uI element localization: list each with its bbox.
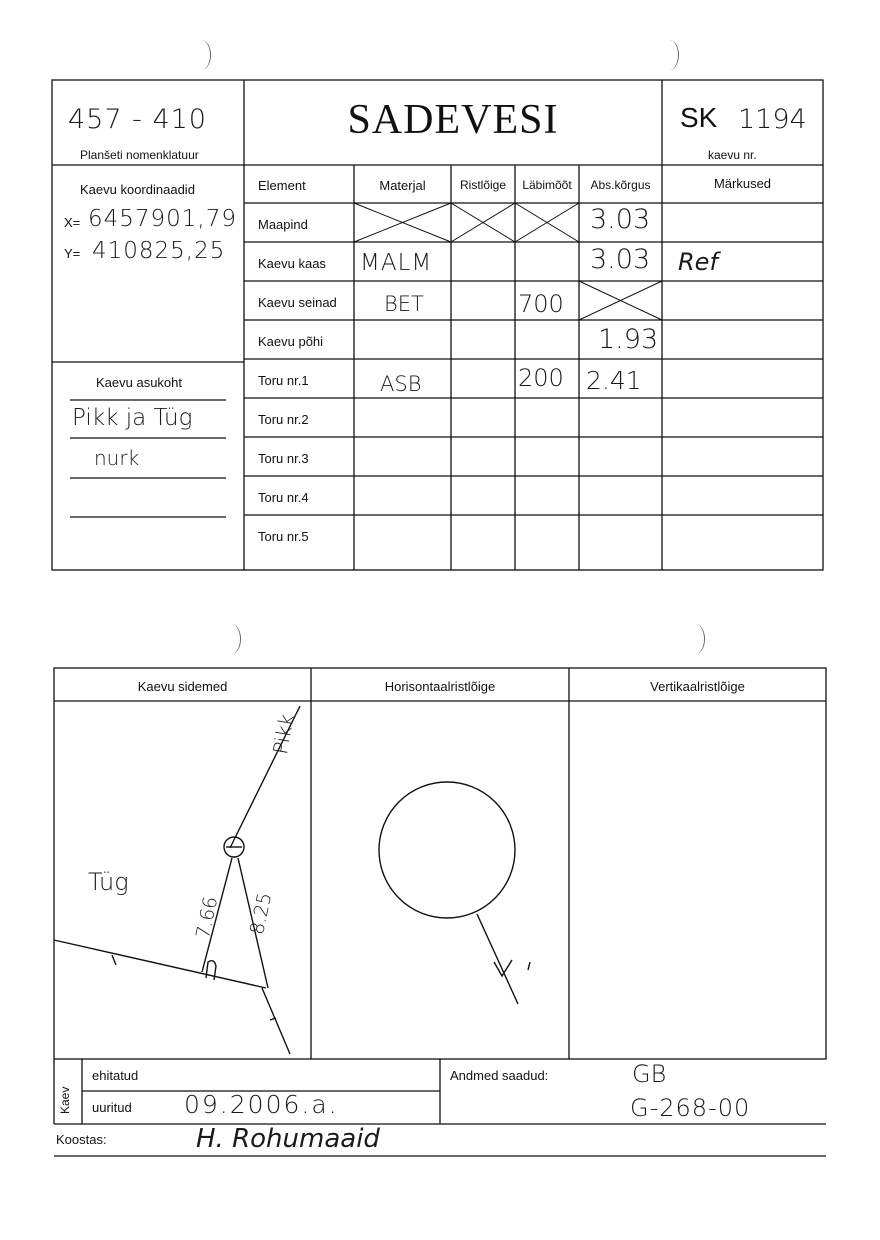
abs-height-value: 2.41 <box>586 366 642 395</box>
horizontal-section-sketch <box>379 782 530 1004</box>
source-label: Andmed saadud: <box>450 1068 549 1083</box>
row-element-name: Kaevu põhi <box>258 334 324 349</box>
source-value-2: G-268-00 <box>630 1094 751 1122</box>
location-line-1: Pikk ja Tüg <box>72 405 193 431</box>
row-element-name: Kaevu seinad <box>258 295 337 310</box>
row-element-name: Toru nr.5 <box>258 529 309 544</box>
author-signature: H. Rohumaaid <box>196 1124 380 1154</box>
surveyed-label: uuritud <box>92 1100 132 1115</box>
abs-height-value: 3.03 <box>590 204 651 235</box>
col-header-cross-section: Ristlõige <box>459 178 507 192</box>
page-title: SADEVESI <box>347 97 559 143</box>
sketch-header-vertical-section: Vertikaalristlõige <box>650 679 745 694</box>
built-label: ehitatud <box>92 1068 139 1083</box>
distance-label-2: 8.25 <box>246 890 277 937</box>
row-element-name: Toru nr.4 <box>258 490 309 505</box>
row-element-name: Maapind <box>258 217 308 232</box>
diameter-value: 200 <box>518 364 564 392</box>
author-label: Koostas: <box>56 1132 107 1147</box>
side-label-kaev: Kaev <box>58 1086 72 1114</box>
col-header-diameter: Läbimõõt <box>522 178 572 192</box>
row-element-name: Toru nr.3 <box>258 451 309 466</box>
row-element-name: Toru nr.1 <box>258 373 309 388</box>
y-prefix: Y= <box>64 246 81 261</box>
material-value: MALM <box>360 250 433 276</box>
col-header-element: Element <box>258 178 306 193</box>
abs-height-value: 3.03 <box>590 244 651 275</box>
source-value-1: GB <box>632 1060 667 1088</box>
surveyed-date-value: 09.2006.a. <box>184 1090 339 1119</box>
sketch-header-well-links: Kaevu sidemed <box>137 679 228 694</box>
sketch-header-horizontal-section: Horisontaalristlõige <box>384 679 496 694</box>
location-line-2: nurk <box>94 446 140 470</box>
street-label-tug: Tüg <box>88 868 129 896</box>
row-element-name: Toru nr.2 <box>258 412 309 427</box>
row-element-name: Kaevu kaas <box>258 256 326 271</box>
well-number: 1194 <box>738 104 807 135</box>
distance-label-1: 7.66 <box>192 894 223 941</box>
street-label-pikk: Pikk <box>268 712 299 757</box>
col-header-notes: Märkused <box>713 176 772 191</box>
notes-value: Ref <box>678 248 718 276</box>
x-coordinate-value: 6457901,79 <box>88 206 238 232</box>
location-label: Kaevu asukoht <box>96 375 183 390</box>
col-header-material: Materjal <box>379 178 426 193</box>
nomenclature-value: 457 - 410 <box>68 104 207 135</box>
col-header-abs-height: Abs.kõrgus <box>590 178 651 192</box>
material-value: ASB <box>380 372 422 396</box>
x-prefix: X= <box>64 215 81 230</box>
y-coordinate-value: 410825,25 <box>92 238 226 264</box>
material-value: BET <box>384 292 424 316</box>
well-prefix: SK <box>680 102 718 133</box>
coordinates-label: Kaevu koordinaadid <box>80 182 195 197</box>
nomenclature-label: Planšeti nomenklatuur <box>80 148 199 162</box>
abs-height-value: 1.93 <box>598 324 659 355</box>
well-label: kaevu nr. <box>708 148 757 162</box>
diameter-value: 700 <box>518 290 564 318</box>
